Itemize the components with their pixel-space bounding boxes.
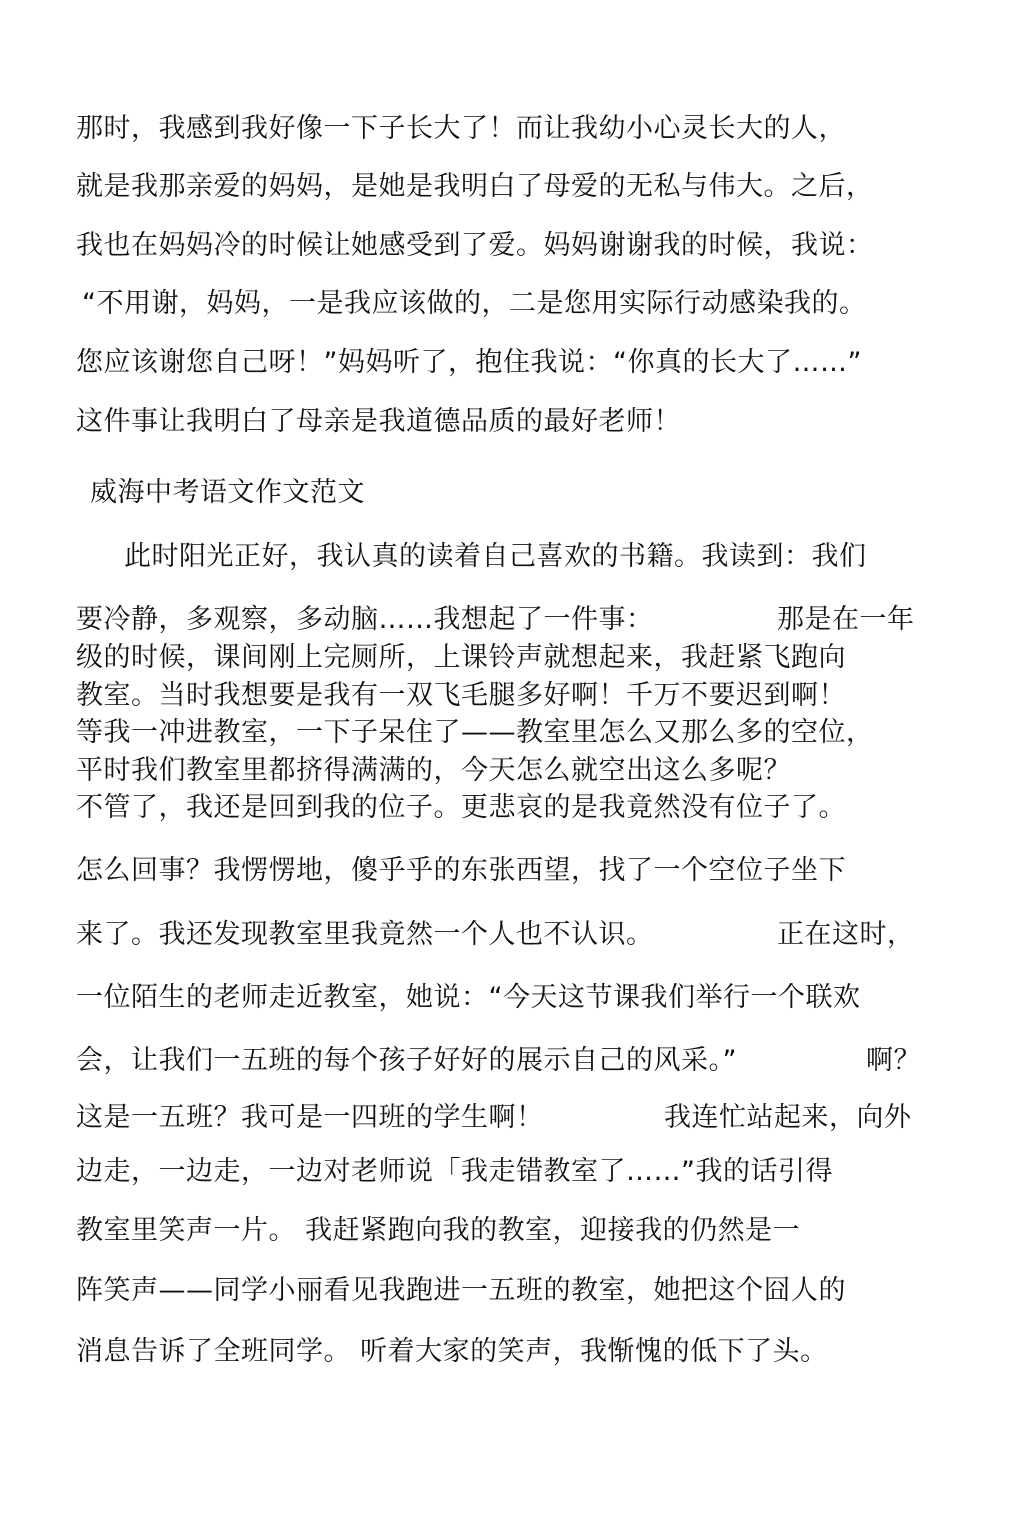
text-line: 消息告诉了全班同学。 听着大家的笑声，我惭愧的低下了头。	[76, 1336, 828, 1367]
text-line: 那是在一年	[777, 604, 915, 635]
text-line: 边走，一边走，一边对老师说「我走错教室了……”我的话引得	[76, 1156, 833, 1187]
section-title: 威海中考语文作文范文	[90, 477, 365, 508]
text-line: 级的时候，课间刚上完厕所，上课铃声就想起来，我赶紧飞跑向	[76, 642, 846, 673]
text-line: 就是我那亲爱的妈妈，是她是我明白了母爱的无私与伟大。之后，	[76, 171, 874, 202]
text-line: 等我一冲进教室，一下子呆住了——教室里怎么又那么多的空位，	[76, 717, 874, 748]
text-line: 那时，我感到我好像一下子长大了！而让我幼小心灵长大的人，	[76, 113, 846, 144]
text-line: 来了。我还发现教室里我竟然一个人也不认识。	[76, 919, 654, 950]
text-line: 会，让我们一五班的每个孩子好好的展示自己的风采。”	[76, 1045, 737, 1076]
text-line: 教室。当时我想要是我有一双飞毛腿多好啊！千万不要迟到啊！	[76, 680, 846, 711]
text-line: 这件事让我明白了母亲是我道德品质的最好老师！	[76, 406, 681, 437]
text-line: 此时阳光正好，我认真的读着自己喜欢的书籍。我读到：我们	[124, 541, 867, 572]
text-line: 阵笑声——同学小丽看见我跑进一五班的教室，她把这个囧人的	[76, 1275, 846, 1306]
text-line: 正在这时，	[777, 919, 915, 950]
text-line: “不用谢，妈妈，一是我应该做的，二是您用实际行动感染我的。	[82, 288, 867, 319]
text-line: 平时我们教室里都挤得满满的，今天怎么就空出这么多呢？	[76, 755, 791, 786]
text-line: 您应该谢您自己呀！”妈妈听了，抱住我说：“你真的长大了……”	[76, 347, 862, 378]
text-line: 我也在妈妈冷的时候让她感受到了爱。妈妈谢谢我的时候，我说：	[76, 230, 874, 261]
text-line: 要冷静，多观察，多动脑……我想起了一件事：	[76, 604, 654, 635]
text-line: 这是一五班？我可是一四班的学生啊！	[76, 1102, 544, 1133]
text-line: 一位陌生的老师走近教室，她说：“今天这节课我们举行一个联欢	[76, 982, 861, 1013]
text-line: 教室里笑声一片。 我赶紧跑向我的教室，迎接我的仍然是一	[76, 1215, 801, 1246]
text-line: 怎么回事？我愣愣地，傻乎乎的东张西望，找了一个空位子坐下	[76, 855, 846, 886]
text-line: 不管了，我还是回到我的位子。更悲哀的是我竟然没有位子了。	[76, 792, 846, 823]
text-line: 啊？	[866, 1045, 921, 1076]
text-line: 我连忙站起来，向外	[664, 1102, 912, 1133]
